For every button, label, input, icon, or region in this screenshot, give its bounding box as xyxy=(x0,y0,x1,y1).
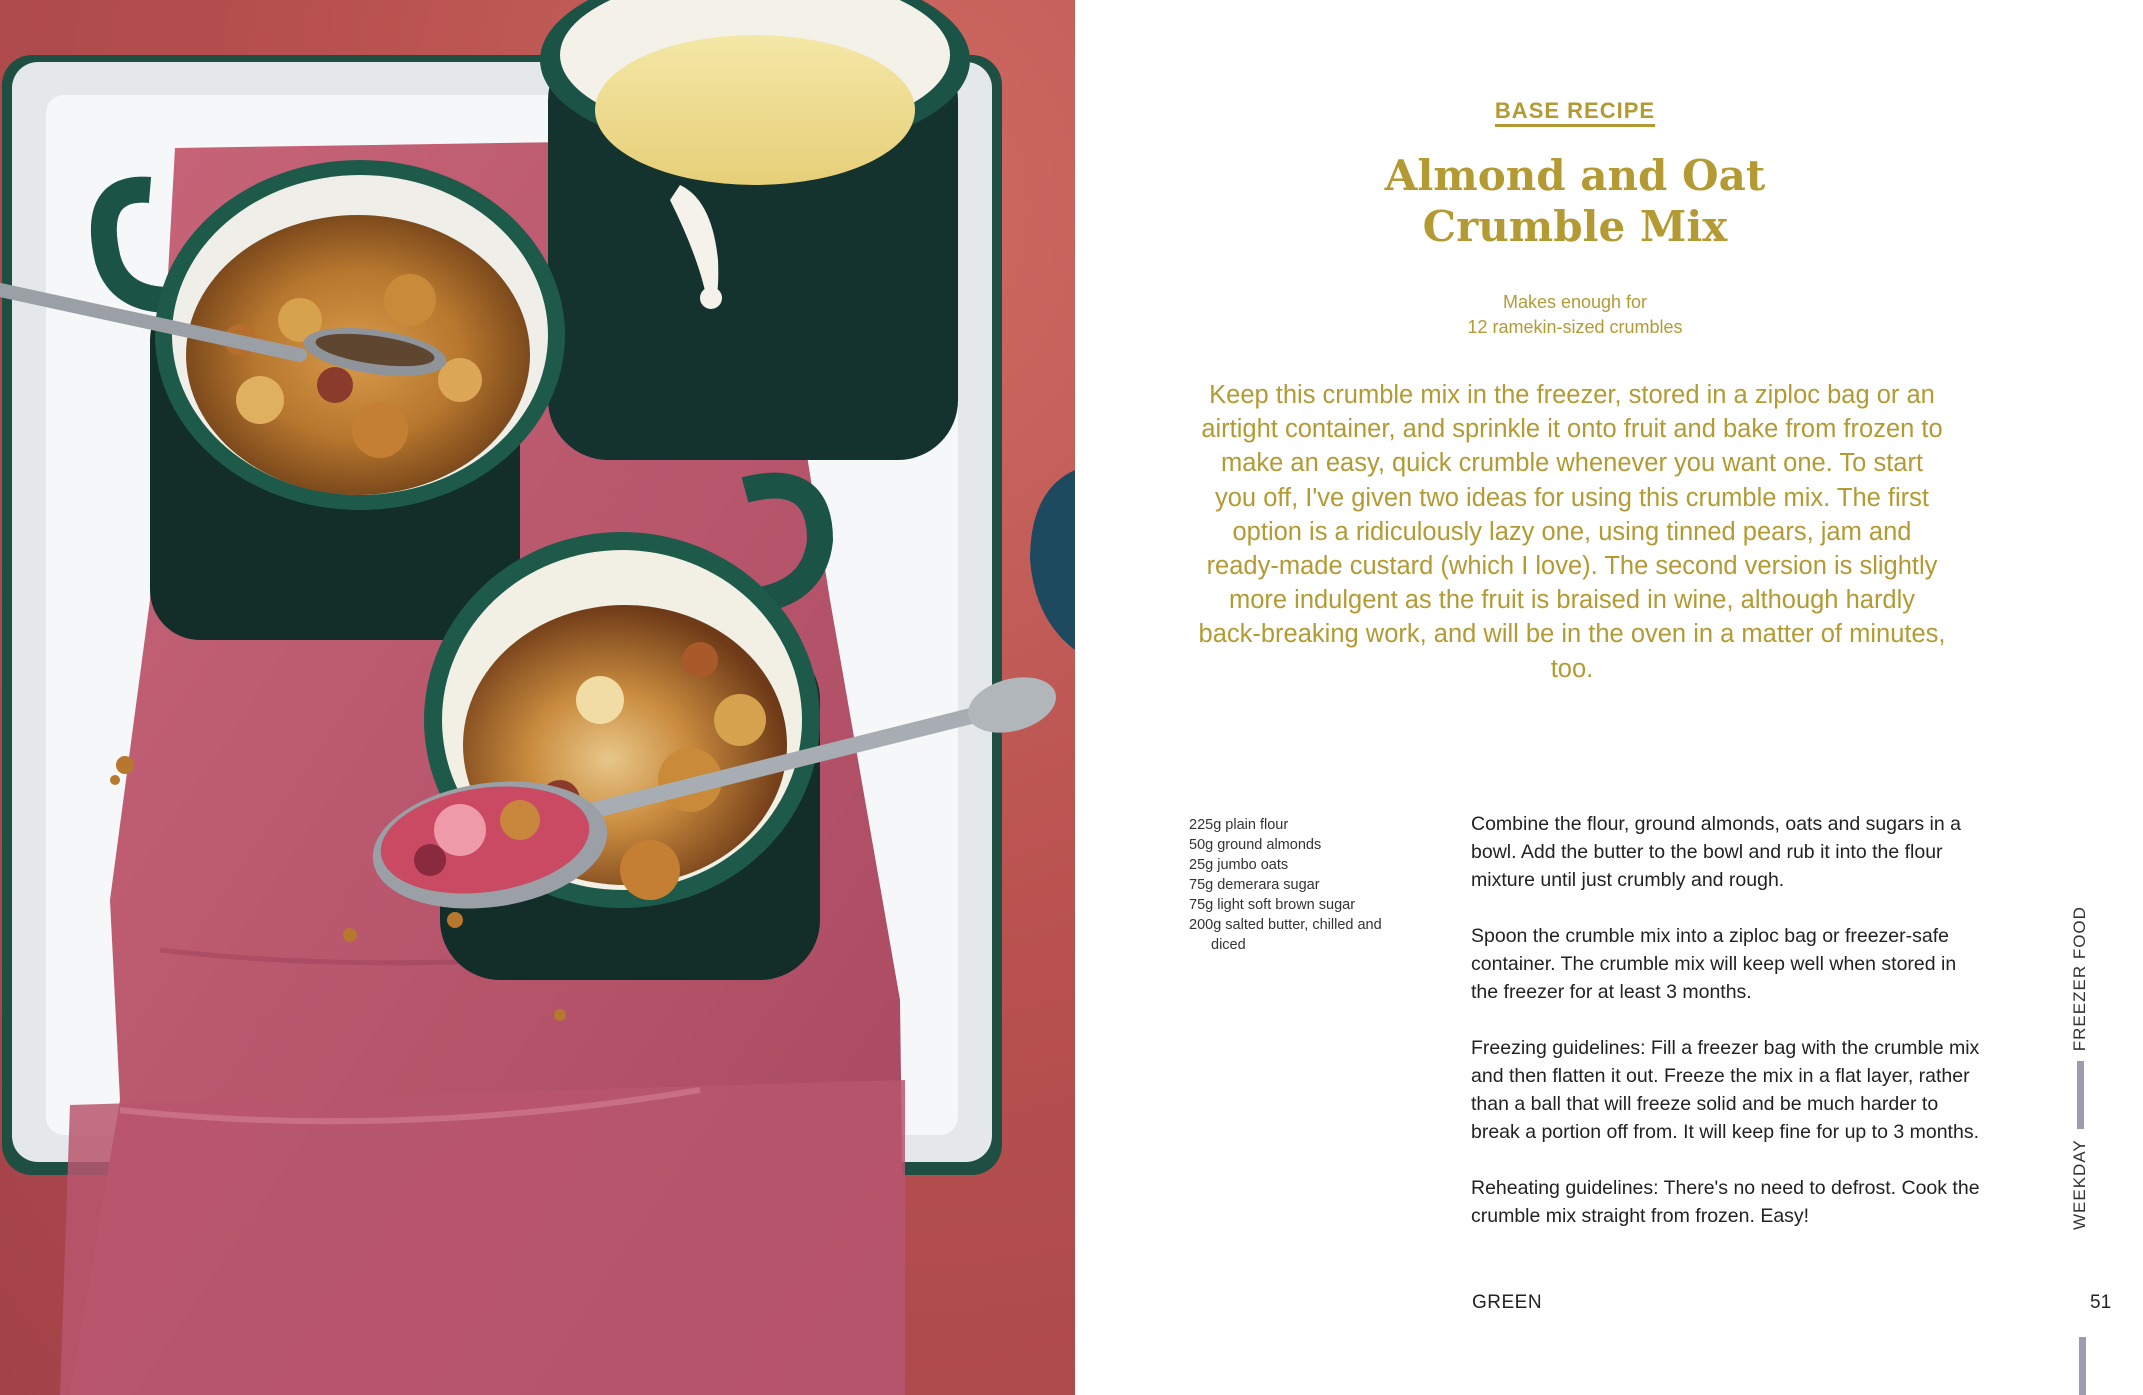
ingredient-item: 225g plain flour xyxy=(1189,817,1289,833)
custard-jug xyxy=(540,0,970,460)
recipe-title-line-1: Almond and Oat xyxy=(1384,151,1766,200)
yield-line-1: Makes enough for xyxy=(1502,292,1648,312)
side-tab-chapter: FREEZER FOOD xyxy=(2070,906,2089,1052)
recipe-intro: Keep this crumble mix in the freezer, stored in a ziploc bag or an airtight container, and sprinkle it onto fruit and bake from frozen to make an easy, quick crumble whenever you want one. To start you off, I've given two ideas for using this crumble mix. The first option is a ridiculously lazy one, using tinned pears, jam and ready-made custard (which I love). The second version is slightly more indulgent as the fruit is braised in wine, although hardly back-breaking work, and will be in the oven in a matter of minutes, too. xyxy=(1198,381,1946,683)
side-tab-section: WEEKDAY xyxy=(2070,1139,2089,1230)
method-step: Spoon the crumble mix into a ziploc bag or freezer-safe container. The crumble mix will keep well when stored in the freezer for at least 3 months. xyxy=(1471,925,1957,1003)
page-number: 51 xyxy=(2090,1292,2112,1313)
ingredient-item: 50g ground almonds xyxy=(1189,837,1322,853)
side-tab-divider xyxy=(2077,1061,2084,1129)
recipe-yield xyxy=(1075,290,2075,340)
recipe-title xyxy=(1075,150,2075,252)
ingredient-item: 75g light soft brown sugar xyxy=(1189,897,1356,913)
recipe-title-line-2: Crumble Mix xyxy=(1422,202,1728,251)
method-step: Combine the flour, ground almonds, oats and sugars in a bowl. Add the butter to the bowl and rub it into the flour mixture until just crumbly and rough. xyxy=(1471,813,1961,891)
method-steps xyxy=(1471,810,1981,1258)
ingredient-item: 75g demerara sugar xyxy=(1189,877,1320,893)
page-edge-marker xyxy=(2079,1337,2086,1395)
chapter-footer-label: GREEN xyxy=(1472,1292,1543,1313)
base-recipe-label: BASE RECIPE xyxy=(1494,98,1656,123)
recipe-page xyxy=(1075,0,2143,1395)
section-kicker xyxy=(1075,98,2075,124)
glass-edge xyxy=(1030,470,1075,650)
ingredient-item: 25g jumbo oats xyxy=(1189,857,1289,873)
method-step: Reheating guidelines: There's no need to defrost. Cook the crumble mix straight from frozen. Easy! xyxy=(1471,1177,1980,1227)
yield-line-2: 12 ramekin-sized crumbles xyxy=(1467,317,1683,337)
side-section-tab xyxy=(2070,906,2090,1230)
ingredient-list xyxy=(1189,815,1399,955)
ingredient-item: 200g salted butter, chilled and diced xyxy=(1189,917,1382,953)
method-step: Freezing guidelines: Fill a freezer bag with the crumble mix and then flatten it out. Freeze the mix in a flat layer, rather than a ball that will freeze solid and be much harder to break a portion off from. It will keep fine for up to 3 months. xyxy=(1471,1037,1980,1143)
